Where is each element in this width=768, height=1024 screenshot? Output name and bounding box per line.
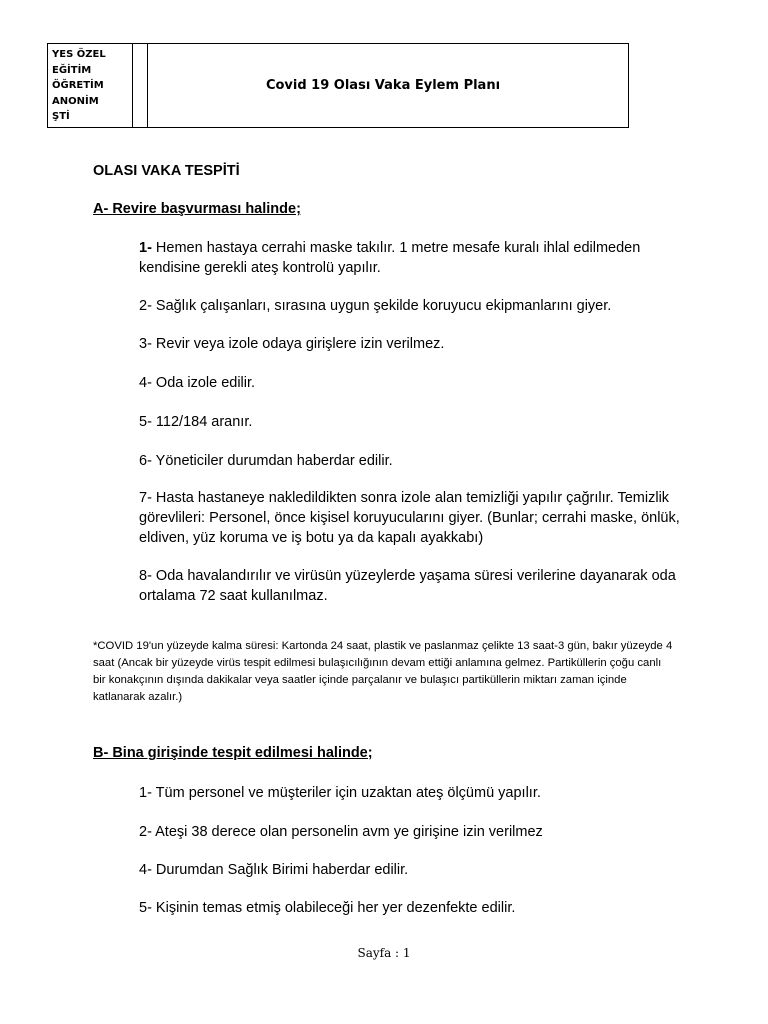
org-line: YES ÖZEL xyxy=(52,49,106,60)
section-b-heading: B- Bina girişinde tespit edilmesi halinde; xyxy=(93,745,373,761)
page-number: Sayfa : 1 xyxy=(357,946,411,960)
item-text: Hemen hastaya cerrahi maske takılır. 1 metre mesafe kuralı ihlal edilmeden kendisine gerekli ateş kontrolü yapılır. xyxy=(139,240,641,276)
section-a-heading: A- Revire başvurması halinde; xyxy=(93,201,301,217)
section-a-item: 3- Revir veya izole odaya girişlere izin verilmez. xyxy=(139,336,445,352)
section-a-item xyxy=(139,238,699,278)
header-table xyxy=(47,43,629,128)
section-b-item: 1- Tüm personel ve müşteriler için uzaktan ateş ölçümü yapılır. xyxy=(139,785,541,801)
org-line: ANONİM xyxy=(52,95,99,107)
org-line: EĞİTİM xyxy=(52,64,92,76)
section-b-item: 5- Kişinin temas etmiş olabileceği her yer dezenfekte edilir. xyxy=(139,900,516,916)
section-a-item: 8- Oda havalandırılır ve virüsün yüzeylerde yaşama süresi verilerine dayanarak oda ortalama 72 saat kullanılmaz. xyxy=(139,568,676,604)
org-line: ÖĞRETİM xyxy=(52,80,104,91)
section-b-item: 2- Ateşi 38 derece olan personelin avm ye girişine izin verilmez xyxy=(139,824,543,840)
section-title: OLASI VAKA TESPİTİ xyxy=(93,163,240,179)
empty-cell xyxy=(133,44,148,127)
surface-duration-note: *COVID 19'un yüzeyde kalma süresi: Kartonda 24 saat, plastik ve paslanmaz çelikte 13 saat-3 gün, bakır yüzeyde 4 saat (Ancak bir yüzeyde virüs tespit edilmesi bulaşıcılığının devam ettiği anlamına gelmez. Partiküllerin çoğu canlı bir konakçının dışında dakikalar veya saatler içinde parçalanır ve bulaşıcı partiküllerin miktarı zaman içinde katlanarak azalır.) xyxy=(93,640,673,703)
document-title: Covid 19 Olası Vaka Eylem Planı xyxy=(265,78,501,93)
organization-cell xyxy=(48,44,133,127)
section-a-item: 6- Yöneticiler durumdan haberdar edilir. xyxy=(139,453,393,469)
section-a-item: 7- Hasta hastaneye nakledildikten sonra izole alan temizliği yapılır çağrılır. Temizlik görevlileri: Personel, önce kişisel koruyucularını giyer. (Bunlar; cerrahi maske, önlük, eldiven, yüz koruma ve iş botu ya da kapalı ayakkabı) xyxy=(139,490,680,546)
section-b-item: 4- Durumdan Sağlık Birimi haberdar edilir. xyxy=(139,862,409,878)
org-line: ŞTİ xyxy=(52,111,70,122)
section-a-item: 4- Oda izole edilir. xyxy=(139,375,256,391)
section-a-item: 2- Sağlık çalışanları, sırasına uygun şekilde koruyucu ekipmanlarını giyer. xyxy=(139,298,612,314)
section-a-item: 5- 112/184 aranır. xyxy=(139,414,253,430)
item-number: 1- xyxy=(139,240,152,256)
